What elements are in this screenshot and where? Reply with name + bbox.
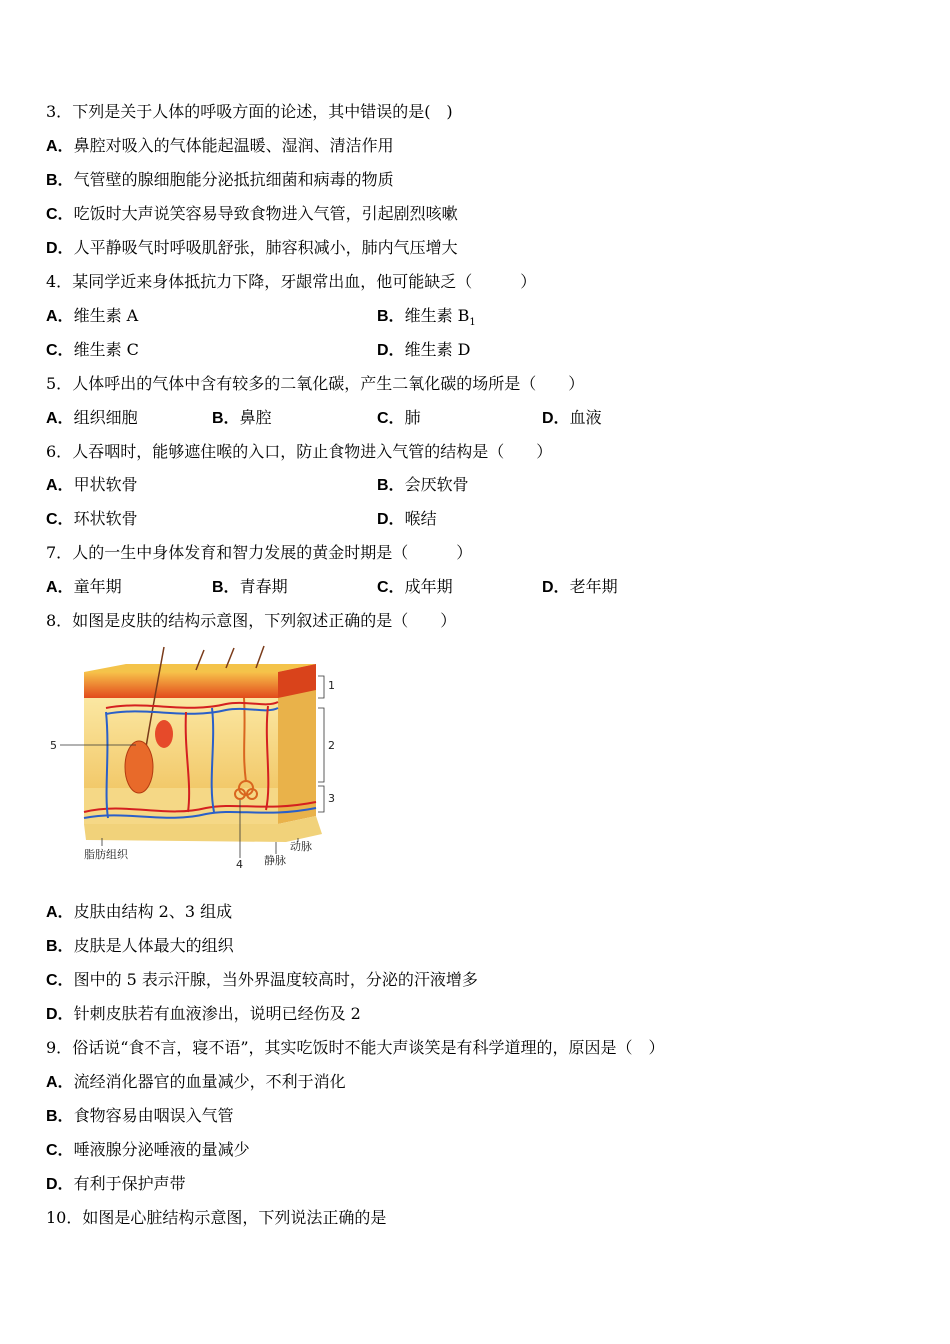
- figure-label-vein: 静脉: [264, 854, 286, 867]
- figure-label-artery: 动脉: [290, 840, 312, 853]
- q9-option-b[interactable]: B．食物容易由咽误入气管: [46, 1106, 234, 1125]
- question-7-stem: 7．人的一生中身体发育和智力发展的黄金时期是（ ）: [46, 543, 473, 562]
- q8-option-d[interactable]: D．针刺皮肤若有血液渗出，说明已经伤及 2: [46, 1004, 361, 1023]
- epidermis-layer: [84, 672, 278, 698]
- figure-label-2: 2: [328, 739, 335, 752]
- skin-top-surface: [84, 664, 316, 672]
- question-10-stem: 10．如图是心脏结构示意图，下列说法正确的是: [46, 1208, 387, 1227]
- q5-option-d[interactable]: D．血液: [542, 408, 602, 427]
- figure-label-4: 4: [236, 858, 243, 871]
- q6-option-c[interactable]: C．环状软骨: [46, 509, 138, 528]
- figure-label-fat: 脂肪组织: [84, 848, 128, 861]
- q7-option-c[interactable]: C．成年期: [377, 577, 453, 596]
- q6-option-a[interactable]: A．甲状软骨: [46, 475, 138, 494]
- q9-option-c[interactable]: C．唾液腺分泌唾液的量减少: [46, 1140, 250, 1159]
- figure-label-1: 1: [328, 679, 335, 692]
- question-6-stem: 6．人吞咽时，能够遮住喉的入口，防止食物进入气管的结构是（ ）: [46, 442, 553, 461]
- skin-diagram: [46, 642, 356, 872]
- q3-option-c[interactable]: C．吃饭时大声说笑容易导致食物进入气管，引起剧烈咳嗽: [46, 204, 458, 223]
- bracket-1: [318, 676, 324, 698]
- hair-follicle: [125, 741, 153, 793]
- q8-option-b[interactable]: B．皮肤是人体最大的组织: [46, 936, 234, 955]
- q6-option-b[interactable]: B．会厌软骨: [377, 475, 469, 494]
- q8-option-a[interactable]: A．皮肤由结构 2、3 组成: [46, 902, 233, 921]
- question-4-stem: 4．某同学近来身体抵抗力下降，牙龈常出血，他可能缺乏（ ）: [46, 272, 537, 291]
- question-3-stem: 3．下列是关于人体的呼吸方面的论述，其中错误的是( ): [46, 102, 453, 121]
- q3-option-a[interactable]: A．鼻腔对吸入的气体能起温暖、湿润、清洁作用: [46, 136, 394, 155]
- q4-option-a[interactable]: A．维生素 A: [46, 306, 139, 325]
- q3-option-b[interactable]: B．气管壁的腺细胞能分泌抵抗细菌和病毒的物质: [46, 170, 394, 189]
- q5-option-b[interactable]: B．鼻腔: [212, 408, 272, 427]
- dermis-layer: [84, 698, 278, 788]
- question-8-stem: 8．如图是皮肤的结构示意图，下列叙述正确的是（ ）: [46, 611, 457, 630]
- q9-option-a[interactable]: A．流经消化器官的血量减少，不利于消化: [46, 1072, 346, 1091]
- skin-structure-figure: [46, 642, 356, 872]
- q3-option-d[interactable]: D．人平静吸气时呼吸肌舒张，肺容积减小，肺内气压增大: [46, 238, 458, 257]
- question-9-stem: 9．俗话说“食不言，寝不语”，其实吃饭时不能大声谈笑是有科学道理的，原因是（ ）: [46, 1038, 665, 1057]
- q7-option-b[interactable]: B．青春期: [212, 577, 288, 596]
- q6-option-d[interactable]: D．喉结: [377, 509, 437, 528]
- q8-option-c[interactable]: C．图中的 5 表示汗腺，当外界温度较高时，分泌的汗液增多: [46, 970, 478, 989]
- figure-label-5: 5: [50, 739, 57, 752]
- question-5-stem: 5．人体呼出的气体中含有较多的二氧化碳，产生二氧化碳的场所是（ ）: [46, 374, 585, 393]
- bracket-3: [318, 786, 324, 812]
- q5-option-a[interactable]: A．组织细胞: [46, 408, 138, 427]
- q7-option-a[interactable]: A．童年期: [46, 577, 122, 596]
- bracket-2: [318, 708, 324, 782]
- q5-option-c[interactable]: C．肺: [377, 408, 421, 427]
- sebaceous-gland: [155, 720, 173, 748]
- q4-option-c[interactable]: C．维生素 C: [46, 340, 139, 359]
- q4-option-b[interactable]: B．维生素 $B_1$: [377, 306, 476, 329]
- q9-option-d[interactable]: D．有利于保护声带: [46, 1174, 186, 1193]
- figure-label-3: 3: [328, 792, 335, 805]
- q7-option-d[interactable]: D．老年期: [542, 577, 618, 596]
- q4-option-d[interactable]: D．维生素 D: [377, 340, 471, 359]
